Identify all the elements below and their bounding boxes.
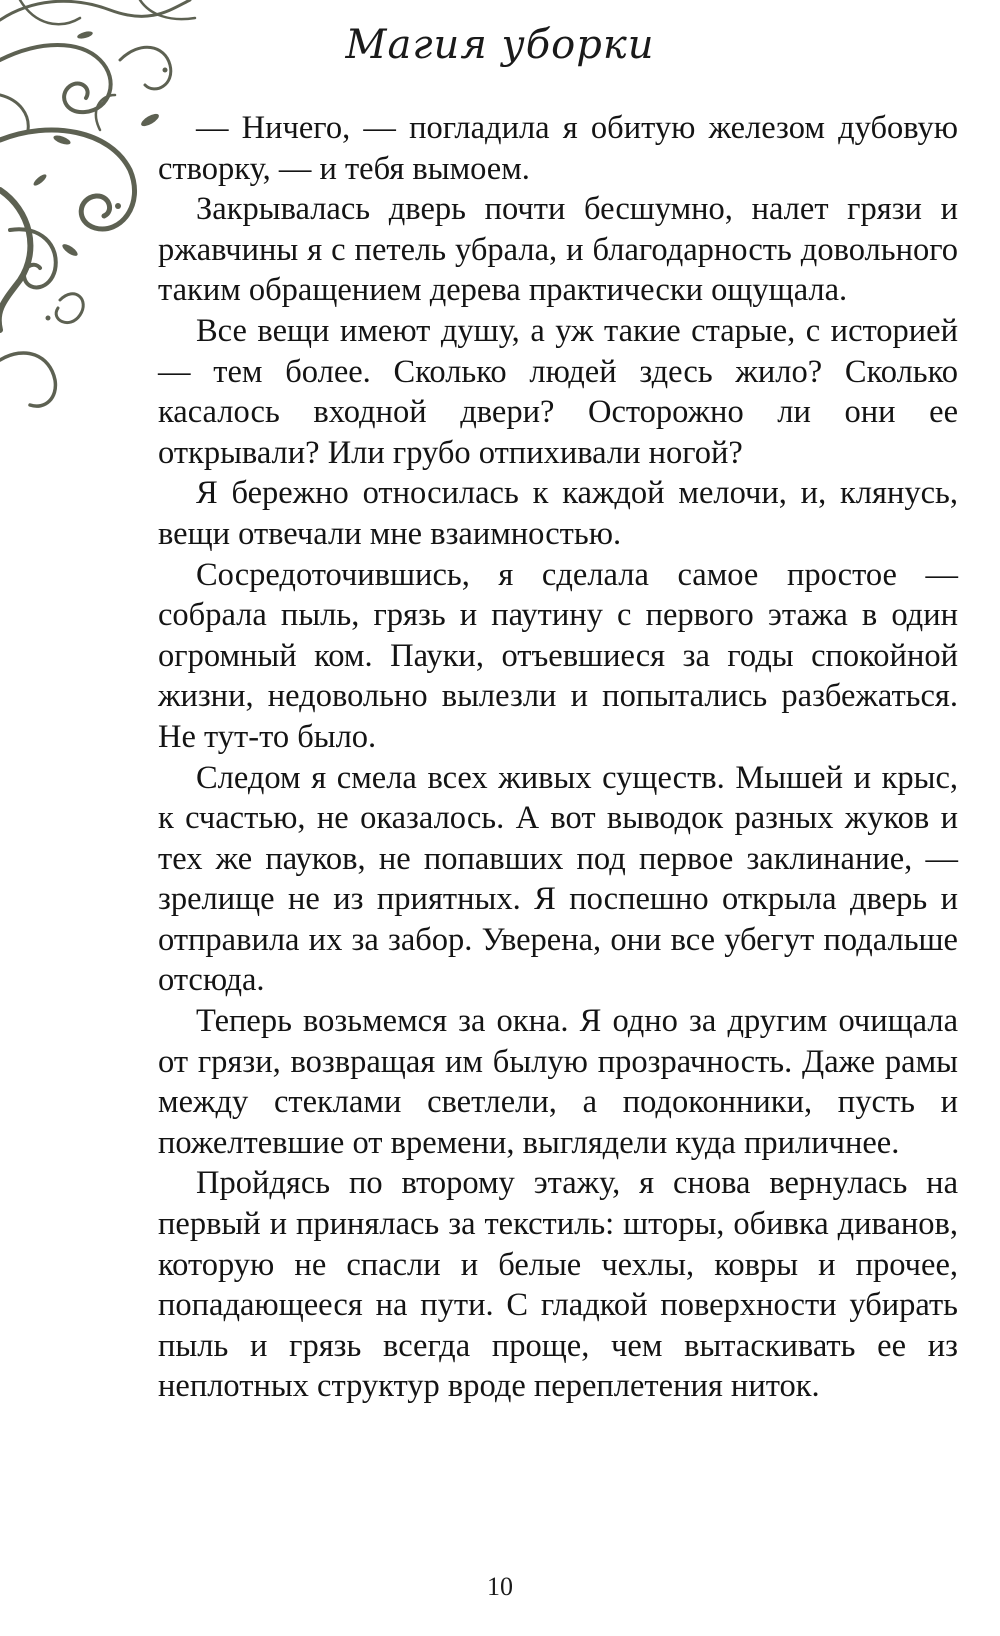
paragraph: Пройдясь по второму этажу, я снова вернулась на первый и принялась за текстиль: шторы, обивка диванов, которую не спасли и белые чехлы, ковры и прочее, попадающееся на пути. С гладкой поверхности убирать пыль и грязь всегда проще, чем вытаскивать ее из неплотных структур вроде переплетения ниток. [158, 1165, 958, 1405]
paragraph: Закрывалась дверь почти бесшумно, налет грязи и ржавчины я с петель убрала, и благодарность довольного таким обращением дерева практически ощущала. [158, 191, 958, 309]
page-number: 10 [487, 1572, 513, 1601]
running-title: Магия уборки [345, 22, 655, 68]
paragraph: Я бережно относилась к каждой мелочи, и, клянусь, вещи отвечали мне взаимностью. [158, 475, 958, 552]
body-text [158, 108, 958, 1407]
paragraph: Теперь возьмемся за окна. Я одно за другим очищала от грязи, возвращая им былую прозрачность. Даже рамы между стеклами светлели, а подоконники, пусть и пожелтевшие от времени, выглядели куда приличнее. [158, 1003, 958, 1161]
paragraph: Следом я смела всех живых существ. Мышей и крыс, к счастью, не оказалось. А вот выводок разных жуков и тех же пауков, не попавших под первое заклинание, — зрелище не из приятных. Я поспешно открыла дверь и отправила их за забор. Уверена, они все убегут подальше отсюда. [158, 759, 958, 999]
paragraph: Все вещи имеют душу, а уж такие старые, с историей — тем более. Сколько людей здесь жило? Сколько касалось входной двери? Осторожно ли они ее открывали? Или грубо отпихивали ногой? [158, 312, 958, 471]
paragraph: — Ничего, — погладила я обитую железом дубовую створку, — и тебя вымоем. [158, 110, 958, 187]
paragraph: Сосредоточившись, я сделала самое простое — собрала пыль, грязь и паутину с первого этажа в один огромный ком. Пауки, отъевшиеся за годы спокойной жизни, недовольно вылезли и попытались разбежаться. Не тут-то было. [158, 556, 958, 755]
